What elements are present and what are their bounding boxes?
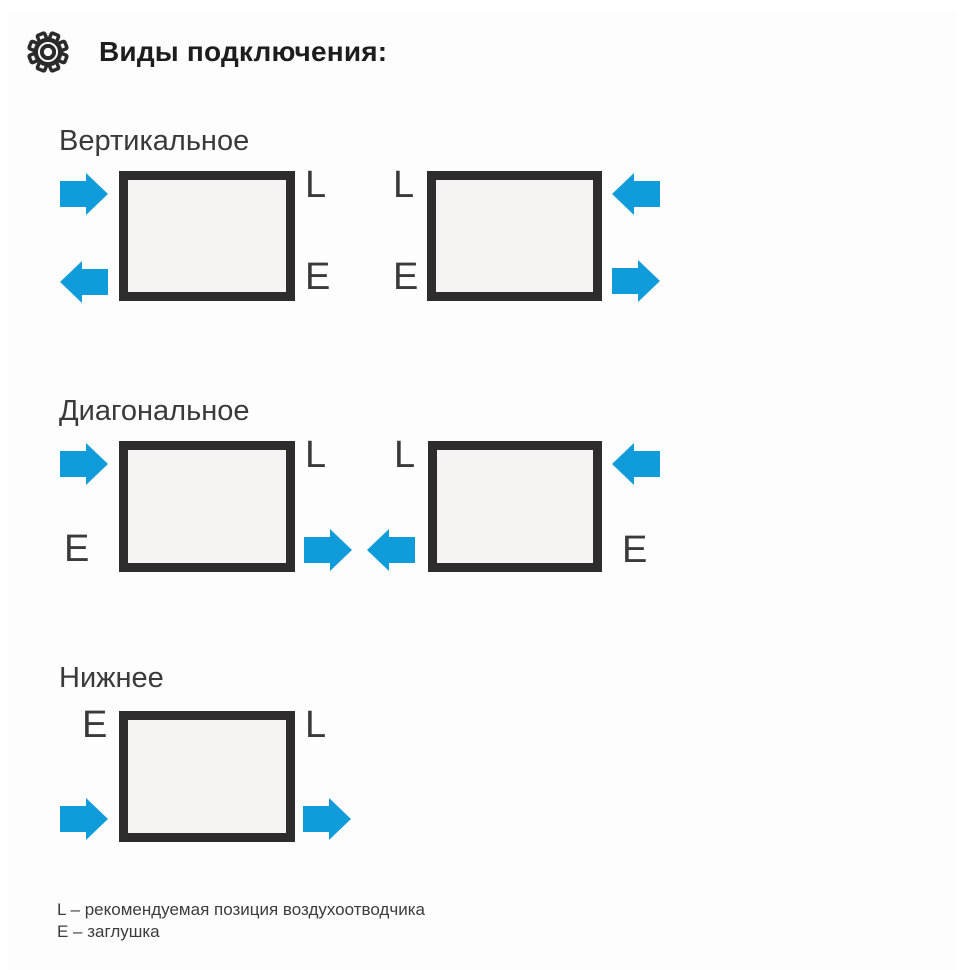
flow-arrow-left-icon (367, 529, 415, 571)
flow-arrow-left-icon (612, 173, 660, 215)
flow-arrow-left-icon (60, 261, 108, 303)
radiator-box (427, 171, 602, 301)
radiator-box (119, 441, 295, 572)
port-label-e: E (64, 528, 90, 570)
section-title-bottom: Нижнее (59, 662, 164, 694)
radiator-box (119, 711, 295, 842)
port-label-l: L (305, 704, 327, 746)
port-label-l: L (394, 434, 416, 476)
legend-line-l: L – рекомендуемая позиция воздухоотводчика (57, 900, 425, 919)
page-title: Виды подключения: (99, 36, 388, 67)
flow-arrow-left-icon (612, 443, 660, 485)
flow-arrow-right-icon (612, 260, 660, 302)
section-title-vertical: Вертикальное (59, 125, 250, 157)
flow-arrow-right-icon (60, 798, 108, 840)
port-label-e: E (82, 704, 108, 746)
port-label-e: E (305, 256, 331, 298)
flow-arrow-right-icon (303, 798, 351, 840)
gear-icon (27, 31, 69, 73)
port-label-l: L (305, 434, 327, 476)
flow-arrow-right-icon (304, 529, 352, 571)
flow-arrow-right-icon (60, 443, 108, 485)
flow-arrow-right-icon (60, 173, 108, 215)
section-title-diagonal: Диагональное (59, 395, 250, 427)
port-label-e: E (393, 256, 419, 298)
port-label-l: L (393, 164, 415, 206)
port-label-e: E (622, 529, 648, 571)
radiator-box (119, 171, 295, 301)
legend-line-e: E – заглушка (57, 922, 160, 941)
port-label-l: L (305, 164, 327, 206)
radiator-box (428, 441, 602, 572)
